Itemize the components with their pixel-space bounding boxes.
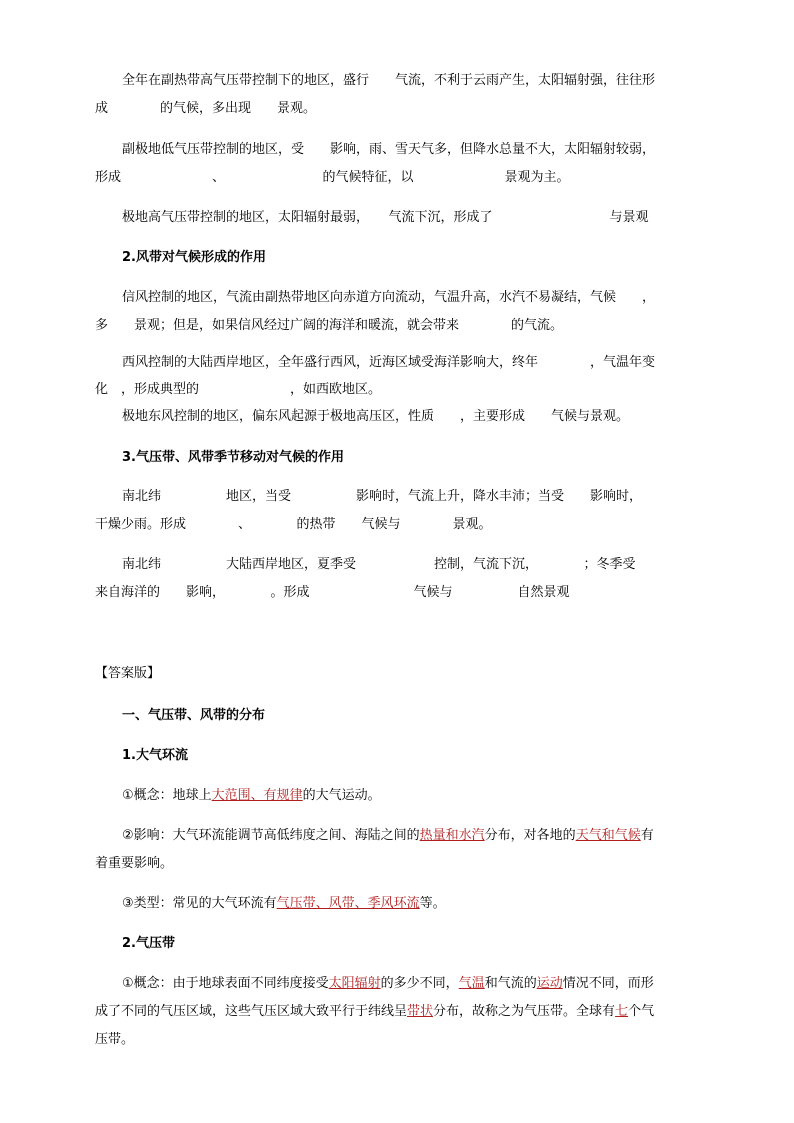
types-answer: 气压带、风带、季风环流 [276,896,420,911]
pb-text-6: 分布，故称之为气压带。全球有 [433,1004,616,1019]
concept-text: ①概念：地球上 [122,788,212,803]
heading-wind-belts: 2.风带对气候形成的作用 [122,250,266,265]
impact-answer-2: 天气和气候 [575,828,641,843]
p5-line1: 西风控制的大陆西岸地区，全年盛行西风，近海区域受海洋影响大，终年 ，气温年变 [122,355,656,370]
concept-answer: 大范围、有规律 [211,788,303,803]
pb-text-7: 个气 [628,1004,655,1019]
p1-line1: 全年在副热带高气压带控制下的地区，盛行 气流，不利于云雨产生，太阳辐射强，往往形 [122,73,656,88]
types-line [122,897,446,911]
pb-answer-count: 七 [615,1004,629,1019]
p8-line1: 南北纬 大陆西岸地区，夏季受 控制，气流下沉， ；冬季受 [122,557,636,572]
p8-line2: 来自海洋的 影响， 。形成 气候与 自然景观 [95,585,570,600]
concept-line [122,789,381,803]
answer-title: 【答案版】 [95,666,161,681]
answer-heading-distribution: 一、气压带、风带的分布 [122,708,266,723]
p1-line2: 成 的气候，多出现 景观。 [95,101,317,116]
answer-heading-circulation: 1.大气环流 [122,748,188,763]
impact-text-mid: 分布，对各地的 [484,828,576,843]
p6-line1: 极地东风控制的地区，偏东风起源于极地高压区，性质 ，主要形成 气候与景观。 [122,409,630,424]
pb-answer-temperature: 气温 [458,976,485,991]
pb-text-1: ①概念：由于地球表面不同纬度接受 [122,976,329,991]
impact-text-end: 有 [640,828,654,843]
pb-line3: 压带。 [95,1032,135,1047]
p7-line2: 干燥少雨。形成 、 的热带 气候与 景观。 [95,517,492,532]
pb-answer-motion: 运动 [536,976,563,991]
pb-answer-radiation: 太阳辐射 [328,976,381,991]
pb-line2 [95,1005,654,1019]
impact-line2: 着重要影响。 [95,856,174,871]
pb-text-4: 情况不同，而形 [562,976,654,991]
answer-heading-pressure-belts: 2.气压带 [122,936,175,951]
impact-line1 [122,829,654,843]
concept-text-end: 的大气运动。 [302,788,381,803]
p4-line1: 信风控制的地区，气流由副热带地区向赤道方向流动，气温升高，水汽不易凝结，气候 ， [122,290,656,305]
impact-answer-1: 热量和水汽 [419,828,485,843]
pb-line1 [122,977,654,991]
impact-text: ②影响：大气环流能调节高低纬度之间、海陆之间的 [122,828,420,843]
p3-line1: 极地高气压带控制的地区，太阳辐射最弱， 气流下沉，形成了 与景观 [122,210,649,225]
p2-line2: 形成 、 的气候特征，以 景观为主。 [95,170,570,185]
pb-text-2: 的多少不同， [380,976,459,991]
pb-answer-belt-shape: 带状 [407,1004,434,1019]
heading-seasonal-shift: 3.气压带、风带季节移动对气候的作用 [122,450,344,465]
types-text-end: 等。 [419,896,446,911]
pb-text-5: 成了不同的气压区域，这些气压区域大致平行于纬线呈 [95,1004,408,1019]
pb-text-3: 和气流的 [484,976,537,991]
p5-line2: 化 ，形成典型的 ，如西欧地区。 [95,382,382,397]
p4-line2: 多 景观；但是，如果信风经过广阔的海洋和暖流，就会带来 的气流。 [95,318,564,333]
p2-line1: 副极地低气压带控制的地区，受 影响，雨、雪天气多，但降水总量不大，太阳辐射较弱， [122,142,656,157]
types-text: ③类型：常见的大气环流有 [122,896,277,911]
p7-line1: 南北纬 地区，当受 影响时，气流上升，降水丰沛；当受 影响时， [122,489,643,504]
